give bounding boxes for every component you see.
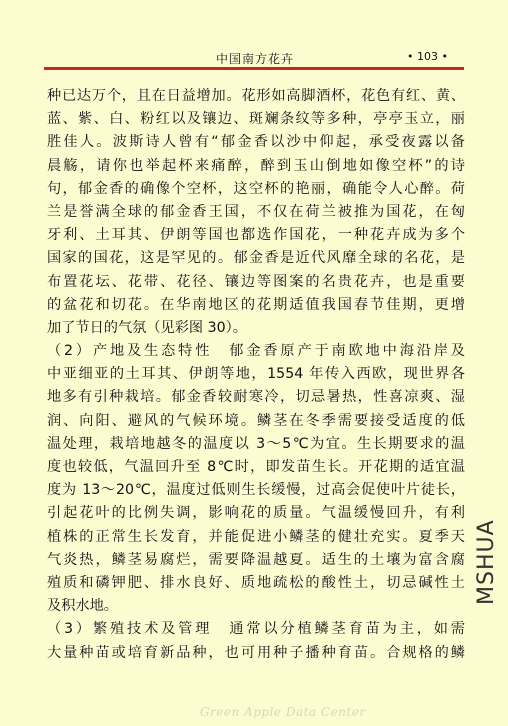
text-line: 度为 13～20℃，温度过低则生长缓慢，过高会促使叶片徒长， <box>47 482 465 499</box>
body-text <box>47 85 465 665</box>
text-line: 大量种苗或培育新品种，也可用种子播种育苗。合规格的鳞 <box>47 644 465 661</box>
page-number: • 103 • <box>407 50 448 63</box>
text-line: 气炎热，鳞茎易腐烂，需要降温越夏。适生的土壤为富含腐 <box>47 551 465 568</box>
text-line: 句，郁金香的确像个空杯，这空杯的艳丽，确能令人心醉。荷 <box>47 180 465 197</box>
text-line: 润、向阳、避风的气候环境。鳞茎在冬季需要接受适度的低 <box>47 412 465 429</box>
side-watermark: MSHUA <box>474 519 499 605</box>
text-line: 及积水地。 <box>47 598 118 615</box>
text-line: 牙利、土耳其、伊朗等国也都选作国花，一种花卉成为多个 <box>47 227 465 244</box>
header-rule <box>44 67 464 70</box>
text-line: 中亚细亚的土耳其、伊朗等地，1554 年传入西欧，现世界各 <box>47 366 465 383</box>
text-line: 种已达万个，且在日益增加。花形如高脚酒杯，花色有红、黄、 <box>47 88 465 104</box>
text-line: 引起花叶的比例失调，影响花的质量。气温缓慢回升，有利 <box>47 505 465 522</box>
text-line: 国家的国花，这是罕见的。郁金香是近代风靡全球的名花，是 <box>47 250 465 267</box>
running-header <box>46 50 462 66</box>
bottom-watermark: Green Apple Data Center <box>200 705 366 719</box>
text-line: 地多有引种栽培。郁金香较耐寒冷，切忌暑热，性喜凉爽、湿 <box>47 389 465 406</box>
header-title: 中国南方花卉 <box>216 52 295 66</box>
text-line: 度也较低，气温回升至 8℃时，即发苗生长。开花期的适宜温 <box>47 459 465 475</box>
text-line: （2）产地及生态特性 郁金香原产于南欧地中海沿岸及 <box>47 343 465 360</box>
text-line: 布置花坛、花带、花径、镶边等图案的名贵花卉，也是重要 <box>47 273 465 290</box>
text-line: 胜佳人。波斯诗人曾有“郁金香以沙中仰起，承受夜露以备 <box>47 134 465 151</box>
text-line: 的盆花和切花。在华南地区的花期适值我国春节佳期，更增 <box>47 296 465 313</box>
text-line: 蓝、紫、白、粉红以及镶边、斑斓条纹等多种，亭亭玉立，丽 <box>47 111 465 128</box>
text-line: 温处理，栽培地越冬的温度以 3～5℃为宜。生长期要求的温 <box>47 435 465 452</box>
text-line: 加了节日的气氛（见彩图 30）。 <box>47 319 247 336</box>
text-line: （3）繁殖技术及管理 通常以分植鳞茎育苗为主，如需 <box>47 621 465 638</box>
text-line: 晨觞，请你也举起杯来痛醉，醉到玉山倒地如像空杯”的诗 <box>47 157 465 174</box>
text-line: 兰是誉满全球的郁金香王国，不仅在荷兰被推为国花，在匈 <box>47 203 465 220</box>
text-line: 殖质和磷钾肥、排水良好、质地疏松的酸性土，切忌碱性土 <box>47 574 465 591</box>
text-line: 植株的正常生长发育，并能促进小鳞茎的健壮充实。夏季天 <box>47 528 465 545</box>
